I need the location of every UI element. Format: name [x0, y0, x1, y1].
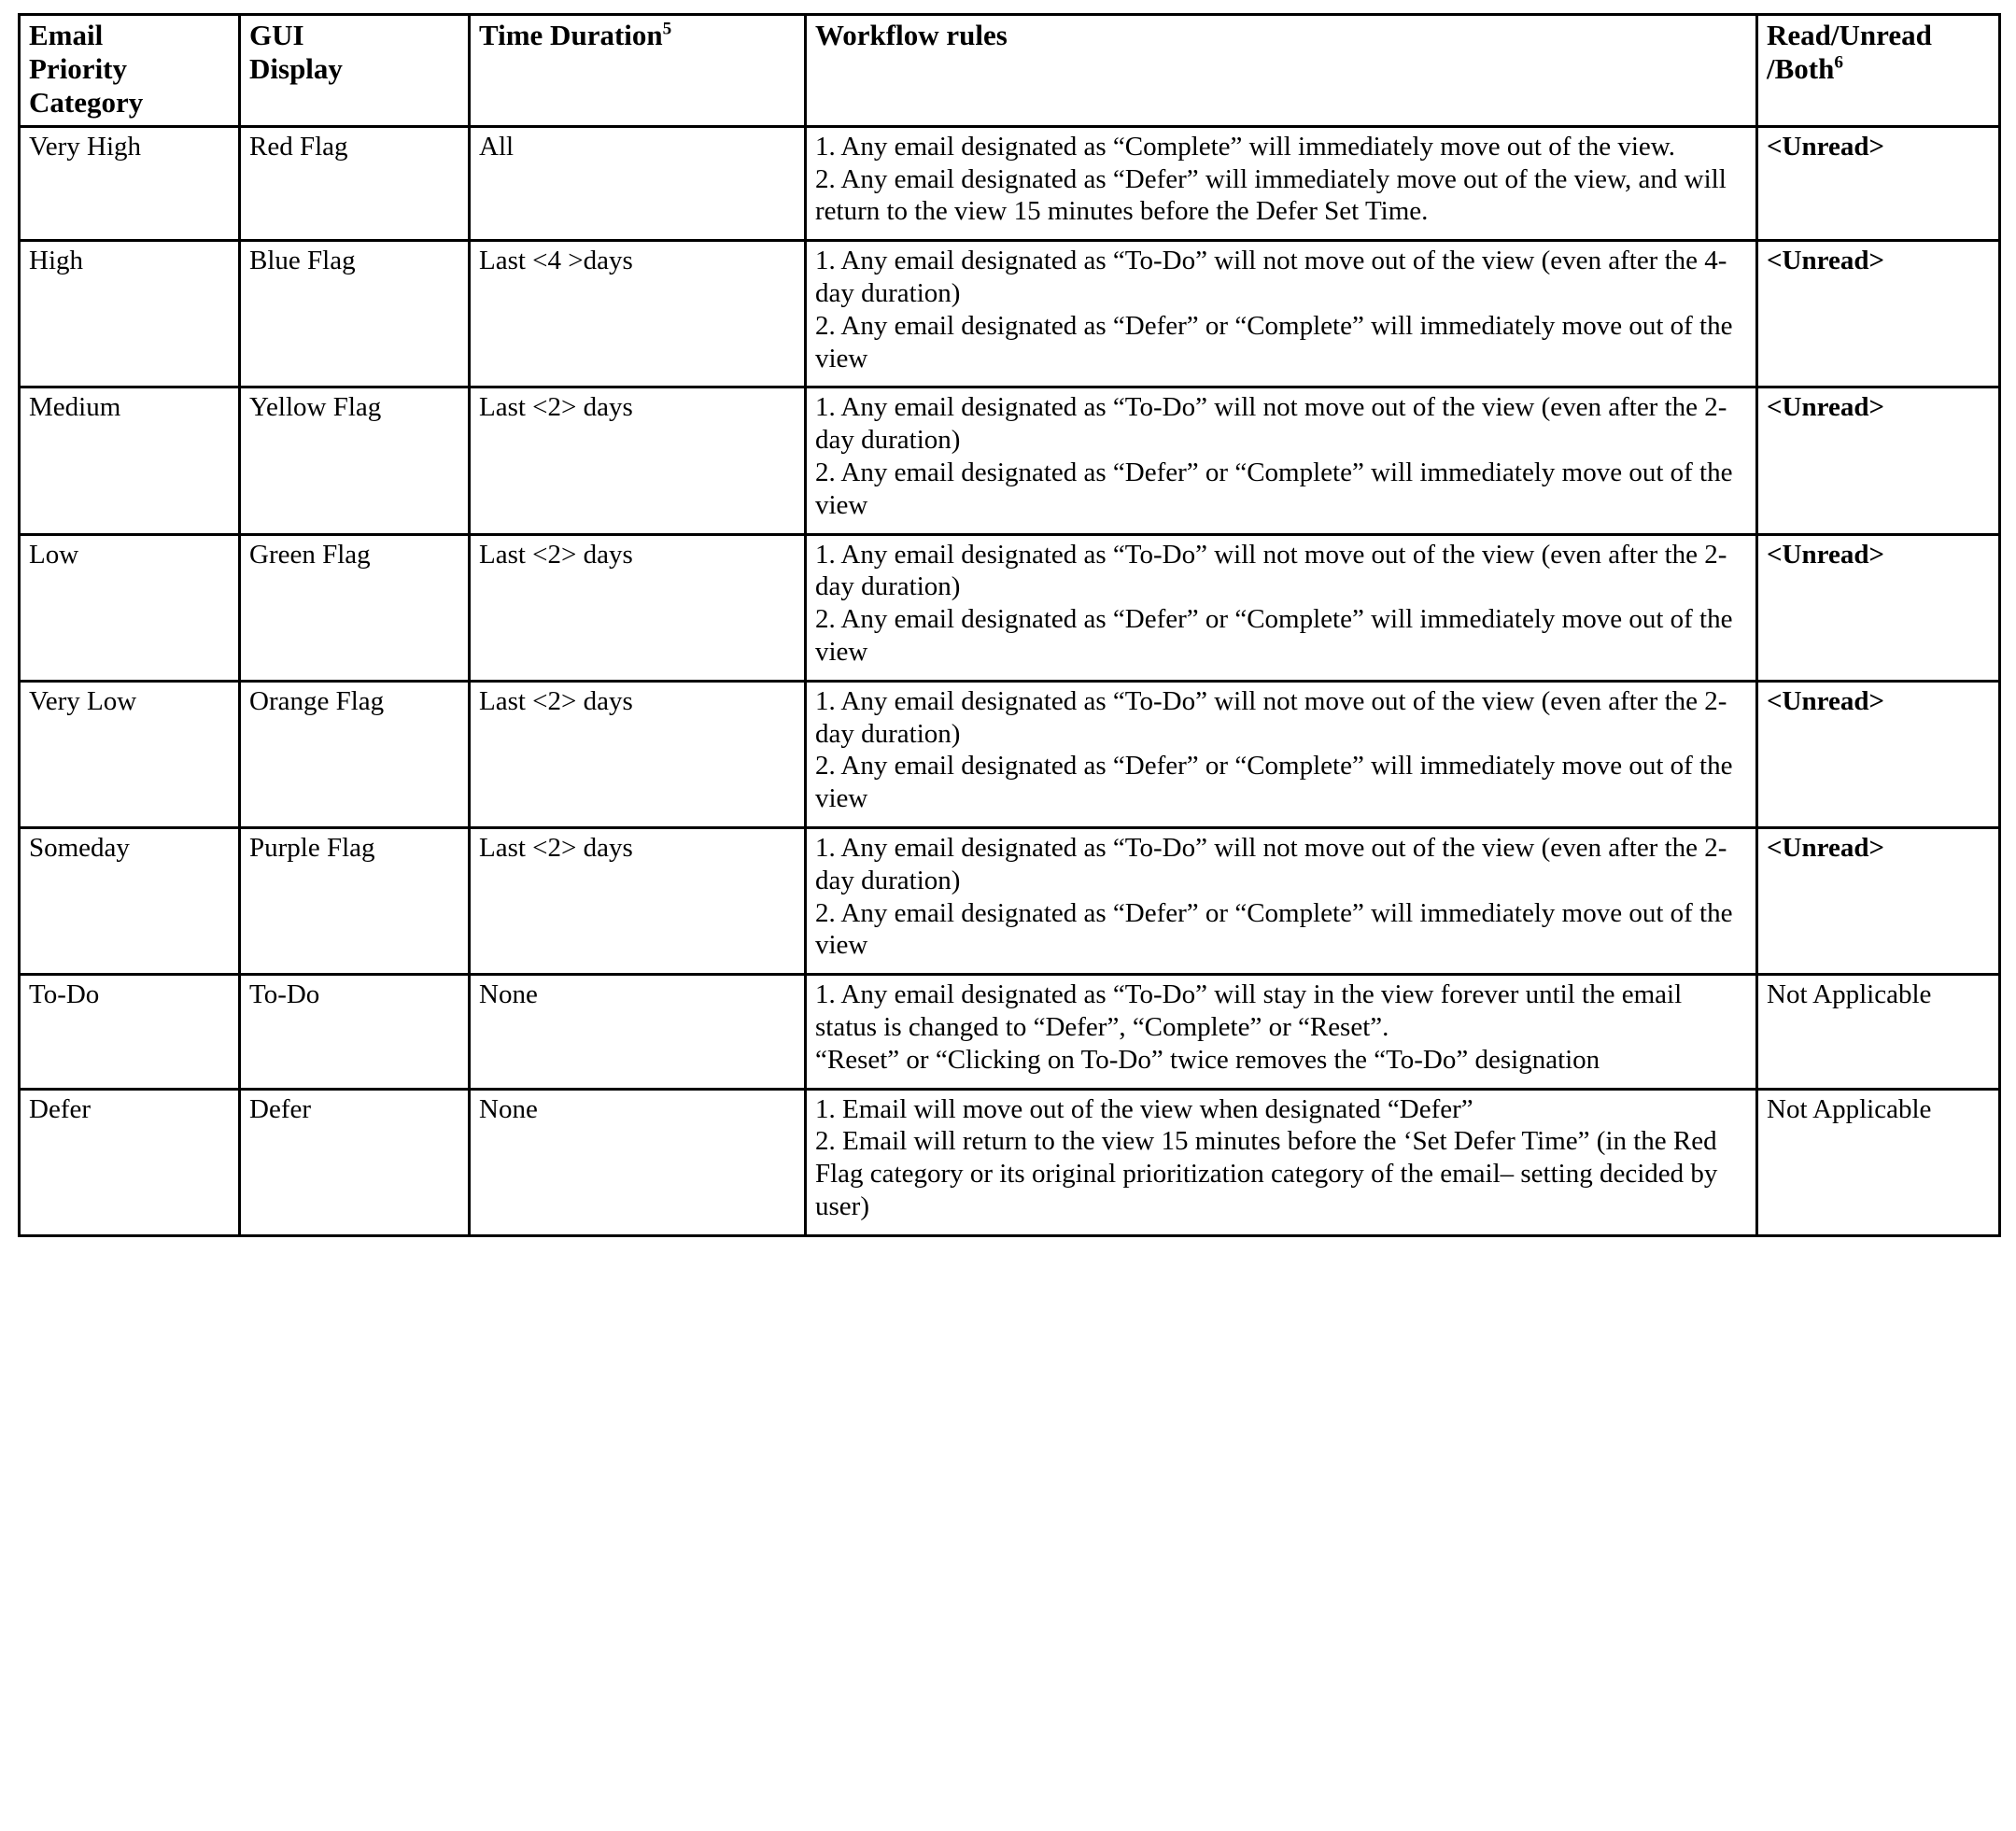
table-row	[20, 681, 2000, 827]
cell-email-priority-category: To-Do	[20, 975, 240, 1089]
cell-gui-display: Blue Flag	[240, 241, 470, 387]
table-row	[20, 241, 2000, 387]
cell-time-duration: Last <2> days	[470, 828, 806, 975]
cell-read-unread-status: Not Applicable	[1757, 975, 2000, 1089]
header-row	[20, 15, 2000, 127]
column-header-line: Workflow rules	[815, 19, 1008, 51]
cell-read-unread-status: Not Applicable	[1757, 1089, 2000, 1235]
workflow-rule-line: 2. Any email designated as “Defer” or “Complete” will immediately move out of the view	[815, 897, 1733, 961]
cell-time-duration: All	[470, 126, 806, 240]
cell-gui-display: Red Flag	[240, 126, 470, 240]
workflow-rule-line: 2. Any email designated as “Defer” or “Complete” will immediately move out of the view	[815, 310, 1733, 373]
column-header-line: Category	[29, 85, 144, 119]
cell-read-unread-status: <Unread>	[1757, 534, 2000, 681]
cell-email-priority-category: Very High	[20, 126, 240, 240]
cell-read-unread-status: <Unread>	[1757, 681, 2000, 827]
cell-workflow-rules	[806, 681, 1757, 827]
cell-email-priority-category: Medium	[20, 387, 240, 534]
cell-read-unread-status: <Unread>	[1757, 241, 2000, 387]
cell-read-unread-status: <Unread>	[1757, 126, 2000, 240]
workflow-rule-line: 1. Any email designated as “To-Do” will not move out of the view (even after the 2-day duration)	[815, 539, 1727, 602]
cell-workflow-rules	[806, 975, 1757, 1089]
workflow-rule-line: 1. Any email designated as “To-Do” will not move out of the view (even after the 2-day duration)	[815, 392, 1727, 456]
column-header	[806, 15, 1757, 127]
cell-time-duration: None	[470, 1089, 806, 1235]
column-header-line: /Both$^6$	[1767, 51, 1843, 85]
column-header-line: Email	[29, 19, 104, 51]
cell-gui-display: To-Do	[240, 975, 470, 1089]
cell-email-priority-category: Low	[20, 534, 240, 681]
column-header-line: Time Duration$^5$	[479, 19, 672, 51]
cell-email-priority-category: Someday	[20, 828, 240, 975]
cell-read-unread-status: <Unread>	[1757, 828, 2000, 975]
cell-time-duration: Last <2> days	[470, 534, 806, 681]
workflow-rule-line: “Reset” or “Clicking on To-Do” twice removes the “To-Do” designation	[815, 1044, 1600, 1075]
cell-time-duration: Last <4 >days	[470, 241, 806, 387]
footnote-marker: 5	[662, 19, 672, 39]
cell-email-priority-category: Defer	[20, 1089, 240, 1235]
workflow-rule-line: 1. Any email designated as “To-Do” will stay in the view forever until the email status is changed to “Defer”, “Complete” or “Reset”.	[815, 979, 1683, 1042]
column-header	[1757, 15, 2000, 127]
footnote-marker: 6	[1834, 52, 1843, 73]
cell-email-priority-category: High	[20, 241, 240, 387]
cell-gui-display: Yellow Flag	[240, 387, 470, 534]
workflow-rule-line: 2. Any email designated as “Defer” will immediately move out of the view, and will return to the view 15 minutes before the Defer Set Time.	[815, 163, 1727, 227]
workflow-rule-line: 2. Any email designated as “Defer” or “Complete” will immediately move out of the view	[815, 458, 1733, 520]
column-header-line: Display	[249, 51, 343, 85]
table-row	[20, 975, 2000, 1089]
table-row	[20, 1089, 2000, 1235]
table-row	[20, 126, 2000, 240]
table-row	[20, 828, 2000, 975]
table-row	[20, 534, 2000, 681]
workflow-rule-line: 1. Any email designated as “Complete” will immediately move out of the view.	[815, 131, 1676, 162]
cell-read-unread-status: <Unread>	[1757, 387, 2000, 534]
cell-gui-display: Orange Flag	[240, 681, 470, 827]
workflow-rule-line: 2. Any email designated as “Defer” or “Complete” will immediately move out of the view	[815, 604, 1733, 668]
cell-workflow-rules	[806, 126, 1757, 240]
cell-gui-display: Defer	[240, 1089, 470, 1235]
workflow-rule-line: 1. Any email designated as “To-Do” will not move out of the view (even after the 4-day duration)	[815, 246, 1727, 309]
cell-workflow-rules	[806, 534, 1757, 681]
column-header	[240, 15, 470, 127]
column-header-line: GUI	[249, 19, 304, 51]
workflow-rule-line: 1. Any email designated as “To-Do” will not move out of the view (even after the 2-day duration)	[815, 685, 1727, 749]
column-header-line: Priority	[29, 51, 128, 85]
cell-workflow-rules	[806, 241, 1757, 387]
cell-time-duration: Last <2> days	[470, 681, 806, 827]
cell-time-duration: Last <2> days	[470, 387, 806, 534]
cell-workflow-rules	[806, 828, 1757, 975]
cell-workflow-rules	[806, 1089, 1757, 1235]
workflow-rule-line: 1. Email will move out of the view when designated “Defer”	[815, 1093, 1473, 1124]
cell-gui-display: Purple Flag	[240, 828, 470, 975]
cell-email-priority-category: Very Low	[20, 681, 240, 827]
workflow-rule-line: 2. Email will return to the view 15 minutes before the ‘Set Defer Time” (in the Red Flag category or its original prioritization category of the email– setting decided by user)	[815, 1126, 1718, 1221]
cell-gui-display: Green Flag	[240, 534, 470, 681]
column-header	[470, 15, 806, 127]
table-body	[20, 126, 2000, 1235]
table-header	[20, 15, 2000, 127]
table-row	[20, 387, 2000, 534]
column-header	[20, 15, 240, 127]
cell-time-duration: None	[470, 975, 806, 1089]
cell-workflow-rules	[806, 387, 1757, 534]
workflow-rule-line: 1. Any email designated as “To-Do” will not move out of the view (even after the 2-day duration)	[815, 833, 1727, 895]
workflow-rule-line: 2. Any email designated as “Defer” or “Complete” will immediately move out of the view	[815, 751, 1733, 814]
email-priority-table	[18, 13, 2001, 1237]
column-header-line: Read/Unread	[1767, 19, 1932, 51]
